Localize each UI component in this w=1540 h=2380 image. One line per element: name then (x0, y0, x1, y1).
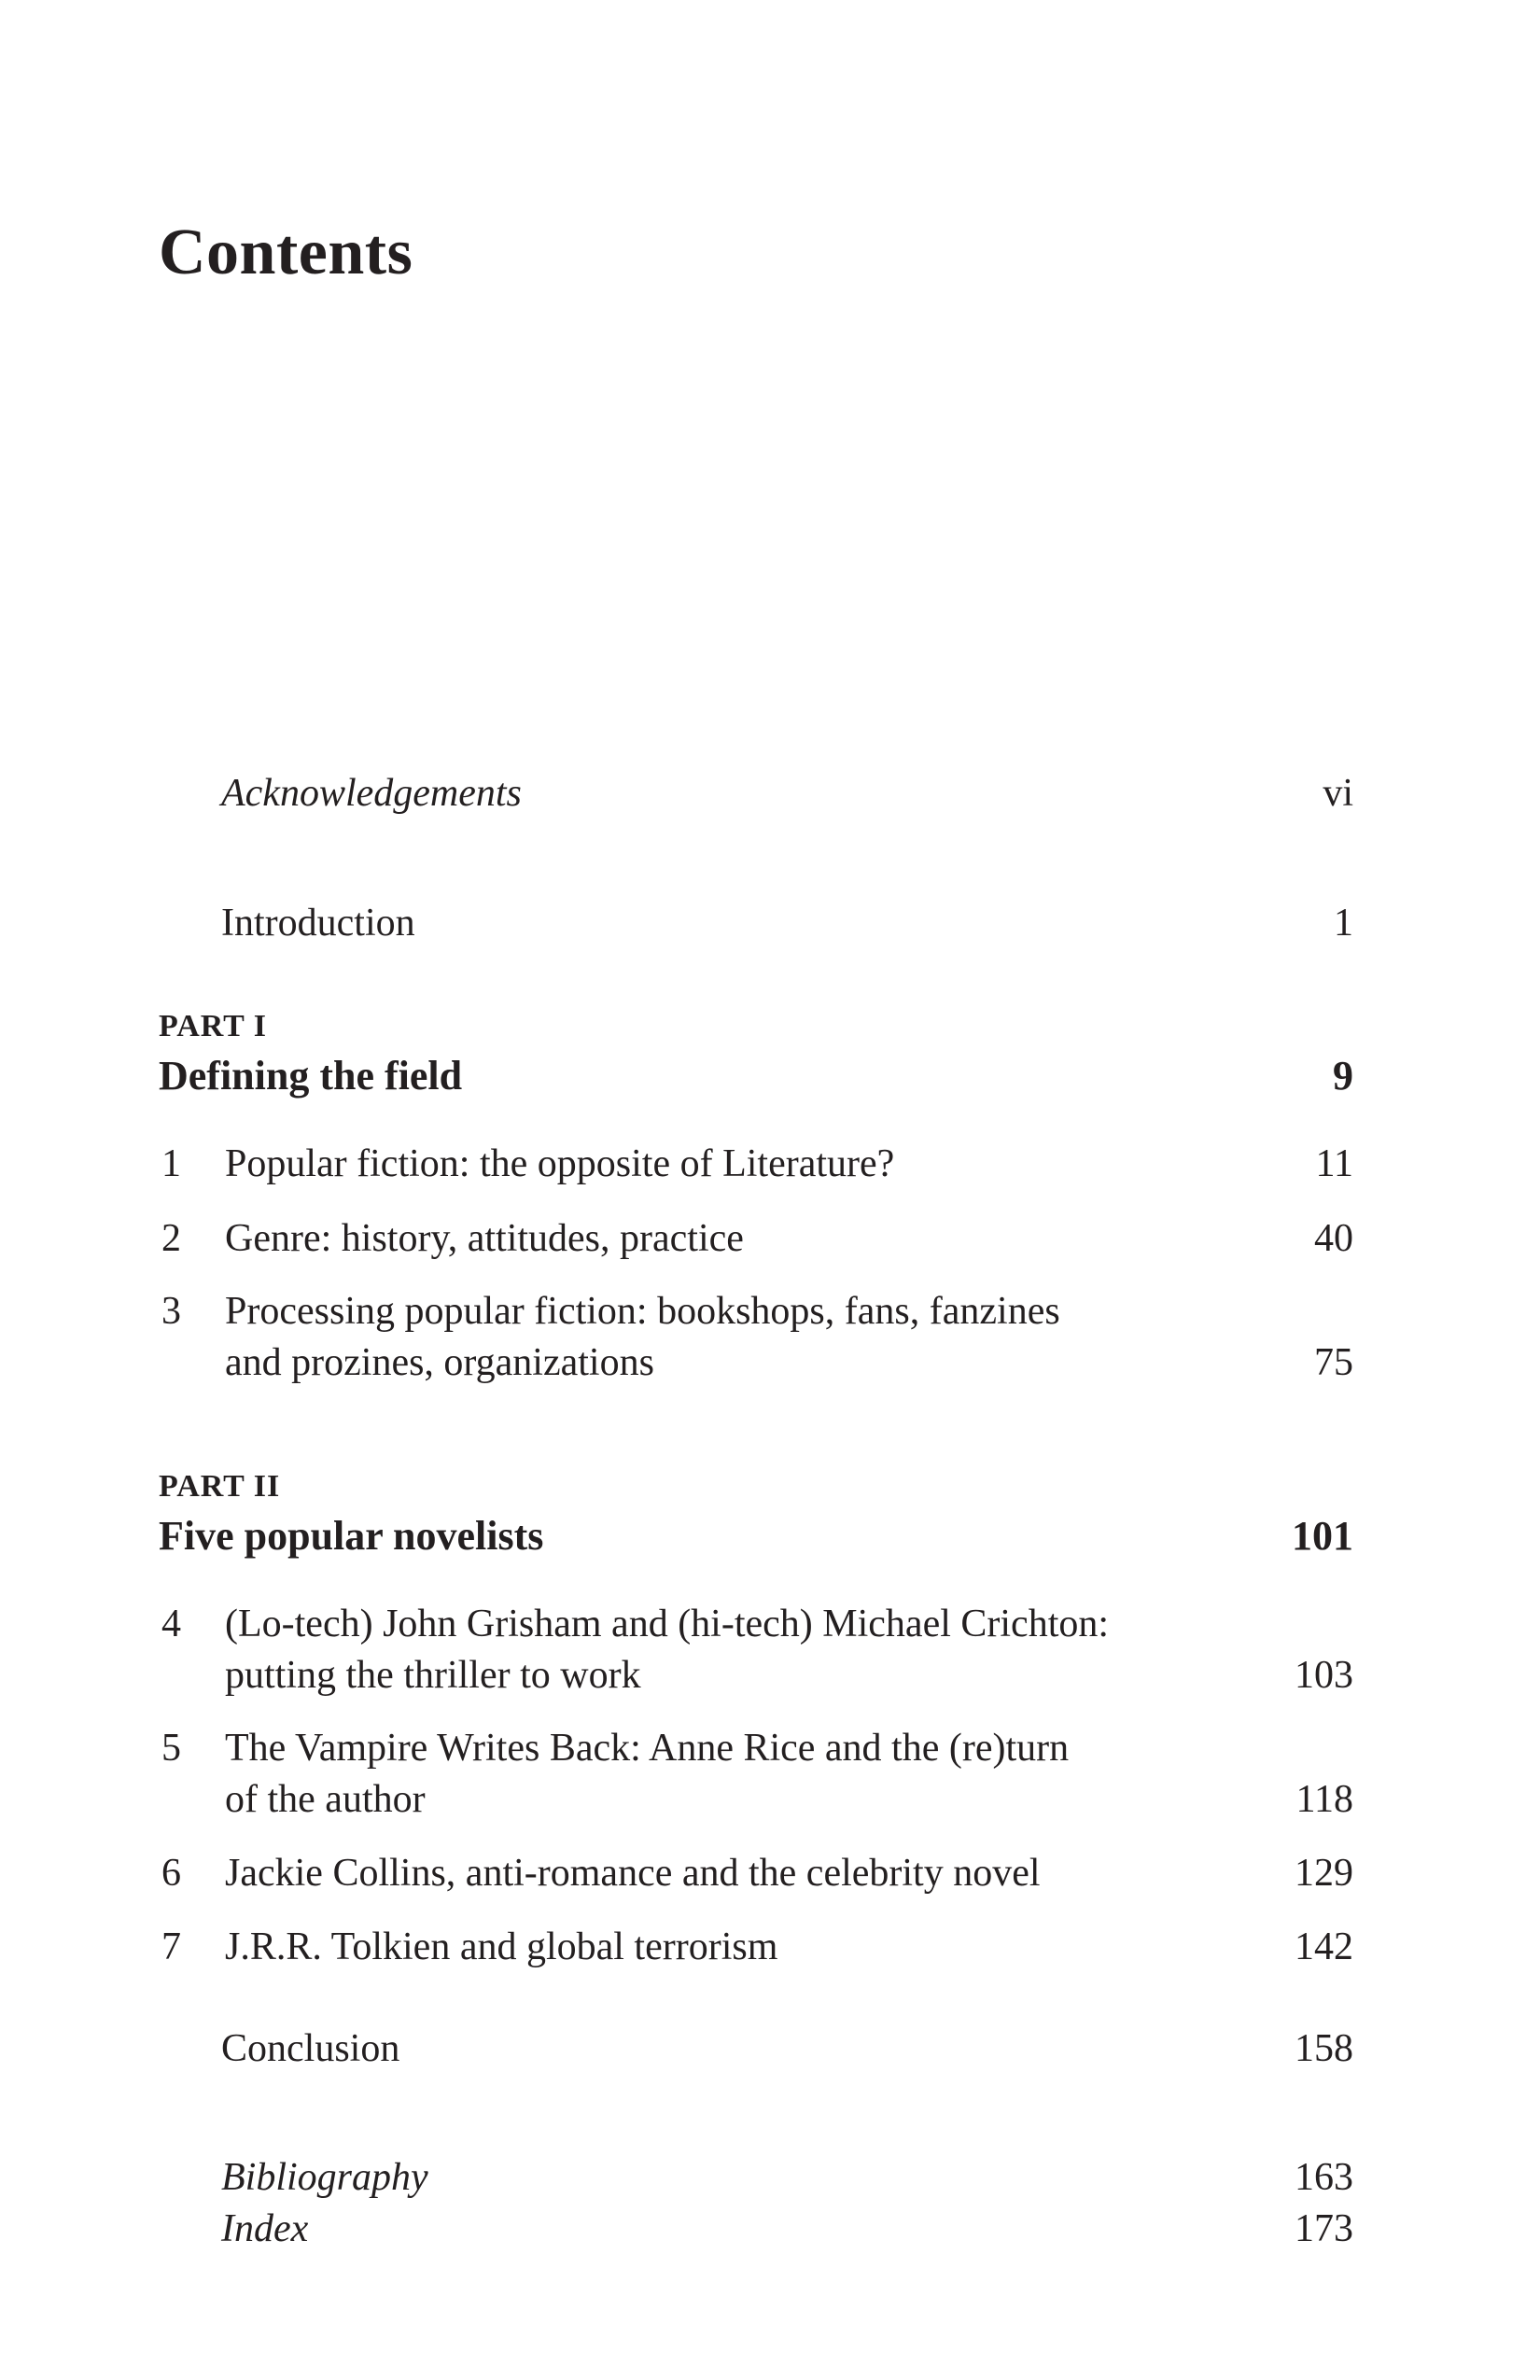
chapter-number: 7 (161, 1925, 181, 1968)
entry-page: 1 (1334, 902, 1353, 945)
toc-entry-chapter-1[interactable] (0, 1139, 1540, 1190)
chapter-number: 1 (161, 1142, 181, 1185)
chapter-number: 2 (161, 1217, 181, 1260)
part-title[interactable]: Five popular novelists (159, 1513, 544, 1559)
entry-page: 158 (1295, 2027, 1353, 2070)
entry-label-line-2: and prozines, organizations (225, 1341, 654, 1384)
entry-label-line-1: (Lo-tech) John Grisham and (hi-tech) Michael Crichton: (225, 1603, 1110, 1645)
chapter-number: 5 (161, 1727, 181, 1770)
part-title[interactable]: Defining the field (159, 1053, 463, 1099)
part-page: 9 (1333, 1053, 1353, 1099)
entry-label: J.R.R. Tolkien and global terrorism (225, 1925, 778, 1968)
toc-entry-conclusion[interactable] (0, 2023, 1540, 2075)
toc-entry-chapter-4[interactable] (0, 1599, 1540, 1701)
entry-page: 75 (1314, 1341, 1353, 1384)
toc-entry-chapter-7[interactable] (0, 1922, 1540, 1973)
entry-page: 11 (1315, 1142, 1353, 1185)
page-title: Contents (159, 217, 413, 288)
entry-page: 163 (1295, 2156, 1353, 2199)
part-label: PART II (159, 1469, 281, 1504)
chapter-number: 3 (161, 1290, 181, 1333)
entry-page: 40 (1314, 1217, 1353, 1260)
entry-label: Popular fiction: the opposite of Literature? (225, 1142, 895, 1185)
toc-entry-chapter-2[interactable] (0, 1213, 1540, 1265)
entry-label: Bibliography (221, 2156, 428, 2199)
entry-label: Introduction (221, 902, 415, 945)
toc-entry-chapter-3[interactable] (0, 1286, 1540, 1389)
entry-label-line-1: The Vampire Writes Back: Anne Rice and the (re)turn (225, 1727, 1070, 1770)
part-label: PART I (159, 1009, 267, 1043)
entry-label: Acknowledgements (221, 772, 522, 815)
entry-label-line-2: of the author (225, 1778, 426, 1821)
toc-entry-acknowledgements[interactable] (0, 768, 1540, 819)
toc-entry-chapter-6[interactable] (0, 1848, 1540, 1899)
entry-page: 129 (1295, 1852, 1353, 1895)
entry-label: Index (221, 2207, 309, 2250)
entry-label-line-2: putting the thriller to work (225, 1654, 641, 1697)
toc-entry-index[interactable] (0, 2204, 1540, 2255)
entry-page: 142 (1295, 1925, 1353, 1968)
entry-page: 103 (1295, 1654, 1353, 1697)
chapter-number: 6 (161, 1852, 181, 1895)
toc-entry-chapter-5[interactable] (0, 1723, 1540, 1826)
entry-label: Jackie Collins, anti-romance and the celebrity novel (225, 1852, 1041, 1895)
entry-label-line-1: Processing popular fiction: bookshops, fans, fanzines (225, 1290, 1060, 1333)
entry-page: vi (1323, 772, 1353, 815)
chapter-number: 4 (161, 1603, 181, 1645)
toc-entry-introduction[interactable] (0, 898, 1540, 949)
entry-label: Genre: history, attitudes, practice (225, 1217, 744, 1260)
entry-page: 173 (1295, 2207, 1353, 2250)
toc-entry-bibliography[interactable] (0, 2152, 1540, 2204)
entry-page: 118 (1295, 1778, 1353, 1821)
part-page: 101 (1292, 1513, 1353, 1559)
entry-label: Conclusion (221, 2027, 400, 2070)
